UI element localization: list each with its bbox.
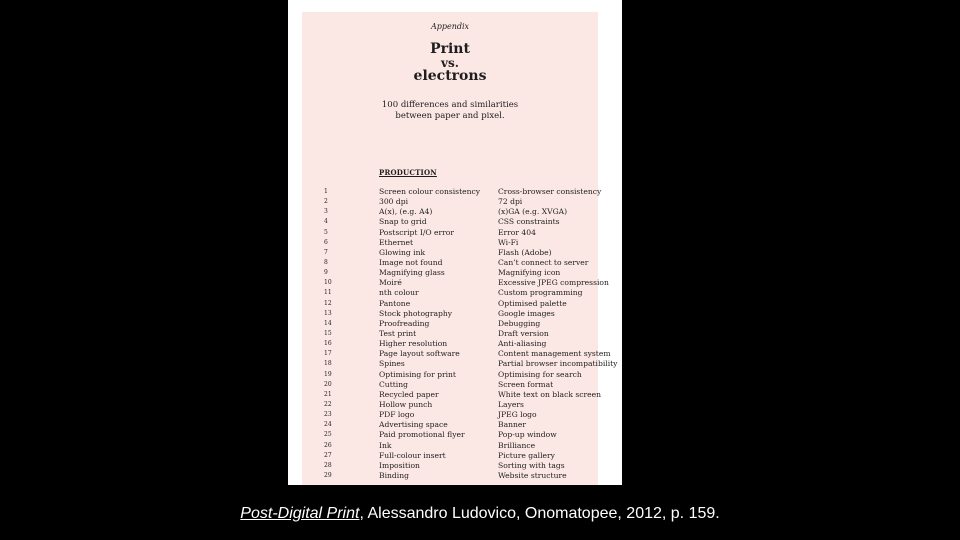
electron-term: Partial browser incompatibility (498, 359, 618, 369)
print-term: Stock photography (379, 308, 453, 318)
list-item (302, 319, 598, 329)
comparison-list (302, 187, 618, 481)
item-number: 4 (324, 218, 328, 226)
item-number: 29 (324, 471, 332, 479)
electron-term: Website structure (498, 470, 567, 480)
item-number: 18 (324, 360, 332, 368)
print-term: Postscript I/O error (379, 227, 455, 237)
electron-term: Cross-browser consistency (498, 187, 602, 196)
electron-term: Screen format (498, 379, 554, 389)
print-term: Advertising space (379, 420, 448, 430)
print-term: Cutting (379, 379, 408, 389)
print-term: Moiré (379, 278, 402, 288)
print-term: nth colour (379, 288, 419, 298)
list-item (302, 389, 601, 400)
item-number: 27 (324, 451, 332, 459)
print-term: Screen colour consistency (379, 187, 481, 196)
list-item (302, 207, 598, 217)
print-term: PDF logo (379, 410, 415, 420)
print-term: 300 dpi (379, 197, 409, 207)
item-number: 28 (324, 461, 332, 469)
item-number: 8 (324, 258, 328, 266)
page-subtitle (302, 100, 598, 122)
item-number: 24 (324, 421, 332, 429)
list-item (302, 339, 598, 349)
print-term: Higher resolution (379, 339, 448, 349)
list-item (302, 248, 598, 258)
list-item (302, 309, 598, 319)
print-term: Hollow punch (379, 399, 433, 409)
list-item (302, 451, 598, 461)
print-term: A(x), (e.g. A4) (379, 207, 433, 217)
electron-term: Content management system (498, 349, 611, 359)
list-item (302, 217, 598, 227)
print-term: Binding (379, 470, 409, 480)
electron-term: Google images (498, 308, 555, 318)
electron-term: Layers (498, 399, 524, 409)
electron-term: Flash (Adobe) (498, 247, 552, 257)
electron-term: White text on black screen (498, 389, 601, 399)
page-content (302, 12, 618, 485)
print-term: Ink (379, 440, 392, 450)
item-number: 2 (324, 198, 328, 206)
electron-term: Magnifying icon (498, 268, 561, 278)
item-number: 19 (324, 370, 332, 378)
electron-term: Sorting with tags (498, 460, 565, 470)
electron-term: 72 dpi (498, 197, 523, 207)
item-number: 5 (324, 228, 328, 236)
list-item (302, 268, 598, 278)
electron-term: Wi-Fi (498, 237, 519, 247)
print-term: Full-colour insert (379, 450, 446, 460)
subtitle-line-1: 100 differences and similarities (381, 100, 519, 110)
book-title-link[interactable]: Post-Digital Print (240, 505, 360, 522)
list-item (302, 461, 598, 471)
electron-term: JPEG logo (498, 410, 537, 420)
list-item (302, 349, 611, 359)
page-title (302, 42, 598, 84)
print-term: Pantone (379, 298, 411, 308)
electron-term: (x)GA (e.g. XVGA) (498, 207, 568, 217)
print-term: Glowing ink (379, 247, 426, 257)
item-number: 14 (324, 319, 332, 327)
list-item (302, 410, 598, 420)
list-item (302, 258, 598, 268)
appendix-label: Appendix (430, 22, 470, 31)
electron-term: Banner (498, 420, 527, 430)
caption-citation: , Alessandro Ludovico, Onomatopee, 2012, p. 159. (359, 505, 720, 522)
item-number: 21 (324, 390, 332, 398)
print-term: Proofreading (379, 318, 430, 328)
electron-term: Can’t connect to server (498, 257, 589, 267)
print-term: Paid promotional flyer (379, 430, 465, 440)
list-item (302, 278, 609, 288)
item-number: 7 (324, 248, 328, 256)
electron-term: Draft version (498, 328, 549, 338)
electron-term: Brilliance (498, 440, 536, 450)
list-item (302, 329, 598, 339)
print-term: Ethernet (379, 237, 414, 247)
list-item (302, 197, 598, 207)
electron-term: Error 404 (498, 227, 536, 237)
list-item (302, 441, 598, 451)
list-item (302, 471, 598, 481)
list-item (302, 288, 598, 298)
item-number: 9 (324, 269, 328, 277)
print-term: Optimising for print (379, 369, 456, 379)
print-term: Recycled paper (379, 389, 439, 399)
item-number: 11 (324, 289, 332, 297)
list-item (302, 228, 598, 238)
print-term: Test print (379, 328, 417, 338)
print-term: Magnifying glass (379, 268, 445, 278)
electron-term: CSS constraints (498, 217, 560, 227)
list-item (302, 420, 598, 430)
book-page-scan (288, 0, 622, 485)
item-number: 3 (324, 208, 328, 216)
item-number: 22 (324, 400, 332, 408)
list-item (302, 380, 598, 390)
list-item (302, 400, 598, 410)
list-item (302, 359, 618, 369)
electron-term: Optimising for search (498, 369, 582, 379)
item-number: 15 (324, 329, 332, 337)
item-number: 23 (324, 411, 332, 419)
item-number: 20 (324, 380, 332, 388)
item-number: 17 (324, 350, 332, 358)
section-heading-production: PRODUCTION (379, 168, 437, 177)
print-term: Image not found (379, 257, 443, 267)
subtitle-line-2: between paper and pixel. (395, 111, 505, 121)
list-item (302, 238, 598, 248)
electron-term: Pop-up window (498, 430, 557, 440)
electron-term: Excessive JPEG compression (498, 278, 609, 288)
print-term: Snap to grid (379, 217, 427, 227)
item-number: 26 (324, 441, 332, 449)
print-term: Spines (379, 359, 405, 369)
title-line-print: Print (430, 41, 470, 57)
print-term: Page layout software (379, 349, 460, 359)
list-item (302, 370, 598, 380)
item-number: 1 (324, 188, 328, 195)
electron-term: Anti-aliasing (498, 339, 547, 349)
source-caption (0, 505, 960, 523)
list-item (302, 187, 602, 197)
electron-term: Optimised palette (498, 298, 567, 308)
title-line-vs: vs. (441, 56, 459, 70)
item-number: 13 (324, 309, 332, 317)
item-number: 25 (324, 431, 332, 439)
list-item (302, 299, 598, 309)
item-number: 10 (324, 279, 332, 287)
item-number: 6 (324, 238, 328, 246)
electron-term: Debugging (498, 318, 541, 328)
item-number: 16 (324, 340, 332, 348)
electron-term: Picture gallery (498, 450, 555, 460)
print-term: Imposition (379, 460, 420, 470)
electron-term: Custom programming (498, 288, 583, 298)
title-line-electrons: electrons (413, 68, 487, 84)
list-item (302, 430, 598, 440)
item-number: 12 (324, 299, 332, 307)
